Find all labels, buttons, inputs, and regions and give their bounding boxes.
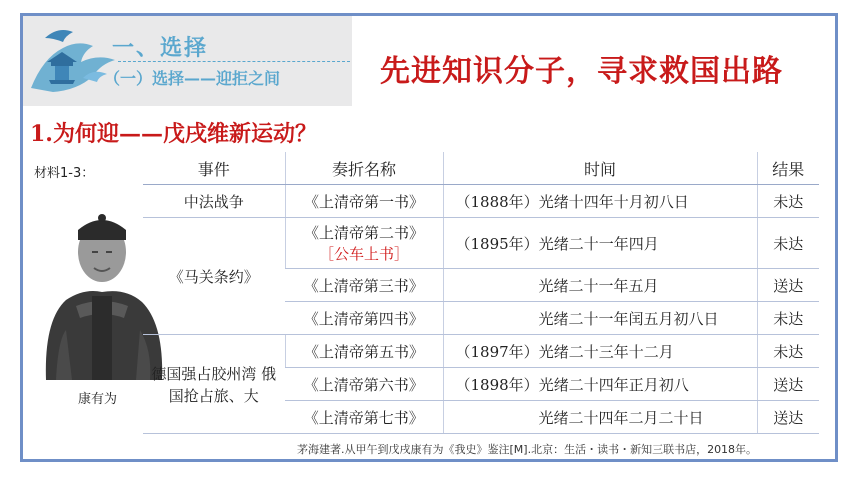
date-text: 光绪十四年十月初八日 <box>538 192 689 211</box>
year-text: （1898年） <box>455 375 539 394</box>
memo-name-cell: 《上清帝第六书》 <box>285 368 443 401</box>
section-divider <box>118 61 350 62</box>
table-header-row <box>143 152 819 185</box>
material-label: 材料1-3： <box>34 166 95 181</box>
memo-name-cell: 《上清帝第四书》 <box>285 302 443 335</box>
event-cell: 《马关条约》 <box>143 218 285 335</box>
header-time: 时间 <box>443 152 757 185</box>
year-text: （1888年） <box>455 192 539 211</box>
date-text: 光绪二十一年五月 <box>538 276 659 295</box>
source-citation: 茅海建著.从甲午到戊戌康有为《我史》鉴注[M].北京：生活・读书・新知三联书店，2018年。 <box>297 443 758 456</box>
year-text: （1895年） <box>455 234 539 253</box>
time-cell <box>443 269 757 302</box>
table-row <box>143 218 819 269</box>
time-cell <box>443 368 757 401</box>
header-memo-name: 奏折名称 <box>285 152 443 185</box>
result-cell: 送达 <box>757 269 819 302</box>
header-result: 结果 <box>757 152 819 185</box>
result-cell: 未达 <box>757 218 819 269</box>
section-subtitle: （一）选择——迎拒之间 <box>104 69 281 88</box>
result-cell: 未达 <box>757 335 819 368</box>
memo-name-cell <box>285 218 443 269</box>
result-cell: 未达 <box>757 185 819 218</box>
time-cell <box>443 401 757 434</box>
time-cell <box>443 218 757 269</box>
time-cell <box>443 302 757 335</box>
memorial-table <box>143 152 819 434</box>
table-row <box>143 335 819 368</box>
section-title: 一、选择 <box>112 35 209 61</box>
result-cell: 未达 <box>757 302 819 335</box>
result-cell: 送达 <box>757 401 819 434</box>
memo-name-cell: 《上清帝第一书》 <box>285 185 443 218</box>
table-row <box>143 185 819 218</box>
memo-name-cell: 《上清帝第七书》 <box>285 401 443 434</box>
memo-name-cell: 《上清帝第五书》 <box>285 335 443 368</box>
header-event: 事件 <box>143 152 285 185</box>
time-cell <box>443 335 757 368</box>
date-text: 光绪二十一年四月 <box>538 234 659 253</box>
memo-name-cell: 《上清帝第三书》 <box>285 269 443 302</box>
question-heading: 1.为何迎——戊戌维新运动？ <box>30 121 317 147</box>
date-text: 光绪二十四年正月初八 <box>538 375 689 394</box>
main-title: 先进知识分子，寻求救国出路 <box>380 54 783 89</box>
year-text: （1897年） <box>455 342 539 361</box>
result-cell: 送达 <box>757 368 819 401</box>
memo-note-text: ［公车上书］ <box>318 245 409 263</box>
date-text: 光绪二十四年二月二十日 <box>538 408 704 427</box>
event-cell: 德国强占胶州湾 俄国抢占旅、大 <box>143 335 285 434</box>
date-text: 光绪二十三年十二月 <box>538 342 674 361</box>
event-cell: 中法战争 <box>143 185 285 218</box>
memo-name-text: 《上清帝第二书》 <box>303 224 424 242</box>
time-cell <box>443 185 757 218</box>
date-text: 光绪二十一年闰五月初八日 <box>538 309 719 328</box>
portrait-caption: 康有为 <box>78 392 118 407</box>
